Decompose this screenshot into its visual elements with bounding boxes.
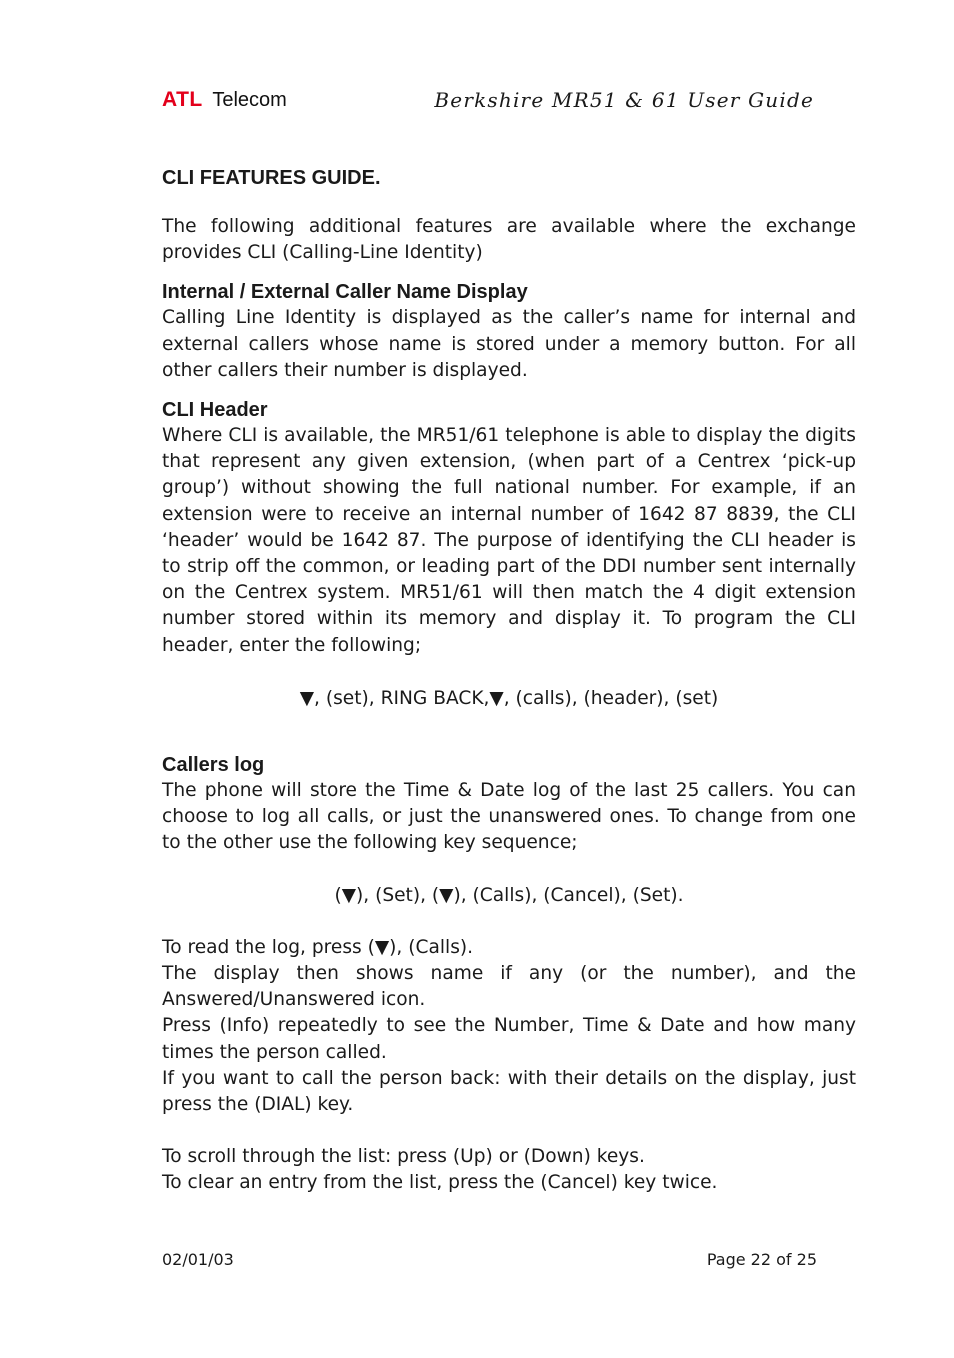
- page-number: Page 22 of 25: [706, 1250, 817, 1269]
- footer-date: 02/01/03: [162, 1250, 234, 1269]
- name-display-body: Calling Line Identity is displayed as the caller’s name for internal and external callers whose name is stored under a memory button. For all other callers their number is displayed.: [162, 307, 856, 381]
- callers-log-heading: Callers log: [162, 754, 265, 777]
- brand-name: Telecom: [212, 89, 287, 111]
- name-display-heading: Internal / External Caller Name Display: [162, 281, 528, 304]
- callers-log-sequence: (▼), (Set), (▼), (Calls), (Cancel), (Set).: [334, 884, 684, 906]
- callers-log-body: The phone will store the Time & Date log of the last 25 callers. You can choose to log all calls, or just the unanswered ones. To change from one to the other use the following key sequence;: [162, 780, 856, 854]
- info-key-text: Press (Info) repeatedly to see the Number, Time & Date and how many times the person called.: [162, 1015, 856, 1063]
- cli-header-body: Where CLI is available, the MR51/61 telephone is able to display the digits that represent any given extension, (when part of a Centrex ‘pick-up group’) without showing the full national number. For example, if an extension were to receive an internal number of 1642 87 8839, the CLI ‘header’ would be 1642 87. The purpose of identifying the CLI header is to strip off the common, or leading part of the DDI number sent internally on the Centrex system. MR51/61 will then match the 4 digit extension number stored within its memory and display it. To program the CLI header, enter the following;: [162, 425, 856, 656]
- display-info-text: The display then shows name if any (or the number), and the Answered/Unanswered icon.: [162, 963, 856, 1011]
- page-content: [162, 164, 856, 1197]
- cli-header-sequence: ▼, (set), RING BACK,▼, (calls), (header), (set): [299, 687, 719, 709]
- call-back-text: If you want to call the person back: with their details on the display, just press the (DIAL) key.: [162, 1067, 856, 1116]
- cli-header-heading: CLI Header: [162, 399, 268, 422]
- brand-logo: [162, 88, 287, 112]
- page-header: [162, 84, 814, 118]
- section-title: CLI FEATURES GUIDE.: [162, 167, 381, 189]
- scroll-text: To scroll through the list: press (Up) or (Down) keys.: [162, 1146, 645, 1168]
- brand-atl: ATL: [162, 88, 203, 111]
- intro-paragraph: The following additional features are available where the exchange provides CLI (Calling-Line Identity): [162, 216, 856, 264]
- guide-title: Berkshire MR51 & 61 User Guide: [434, 88, 814, 112]
- clear-text: To clear an entry from the list, press the (Cancel) key twice.: [162, 1172, 718, 1194]
- read-log-text: To read the log, press (▼), (Calls).: [162, 936, 474, 958]
- page-footer: [162, 1250, 817, 1274]
